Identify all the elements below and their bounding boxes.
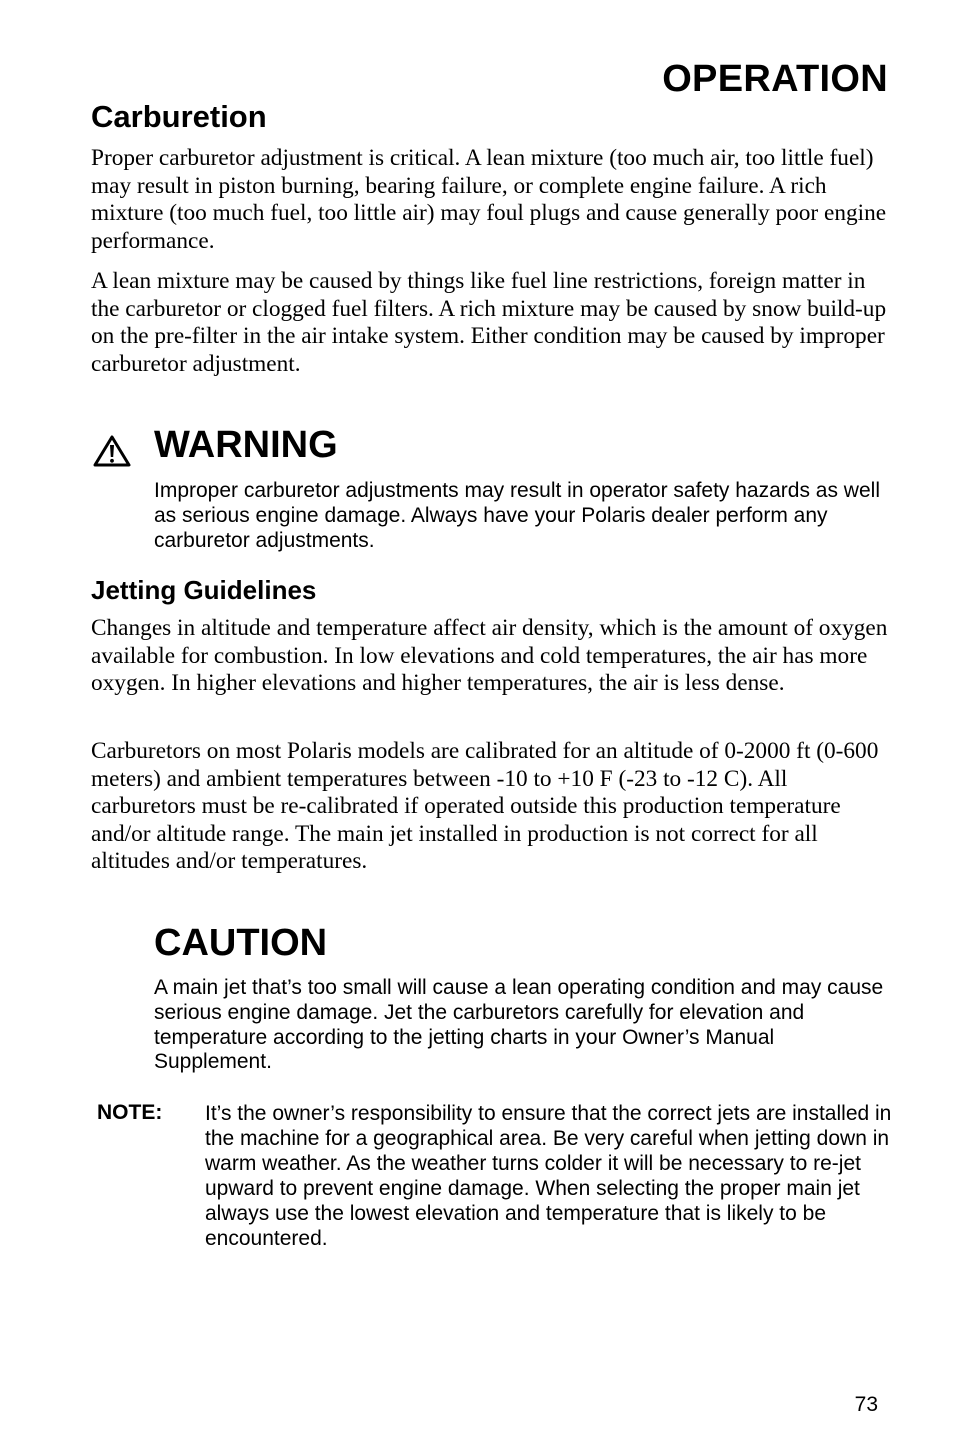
jetting-guidelines-heading: Jetting Guidelines	[91, 575, 317, 605]
warning-text: Improper carburetor adjustments may result in operator safety hazards as well as serious engine damage. Always have your Polaris dealer perform any carburetor adjustments.	[154, 479, 880, 552]
caution-title: CAUTION	[154, 922, 328, 964]
caution-text: A main jet that’s too small will cause a lean operating condition and may cause serious engine damage. Jet the carburetors carefully for elevation and temperature according to the jetting charts in your Owner’s Manual Supplement.	[154, 976, 884, 1074]
carburetion-paragraph-2: A lean mixture may be caused by things like fuel line restrictions, foreign matter in the carburetor or clogged fuel filters. A rich mixture may be caused by snow build-up on the pre-filter in the air intake system. Either condition may be caused by improper carburetor adjustment.	[91, 268, 887, 377]
carburetion-paragraph-1: Proper carburetor adjustment is critical. A lean mixture (too much air, too little fuel) may result in piston burning, bearing failure, or complete engine failure. A rich mixture (too much fuel, too little air) may foul plugs and cause generally poor engine performance.	[91, 145, 887, 254]
section-title: OPERATION	[662, 58, 888, 100]
carburetion-heading: Carburetion	[91, 99, 267, 134]
jetting-paragraph-2: Carburetors on most Polaris models are calibrated for an altitude of 0-2000 ft (0-600 meters) and ambient temperatures between -10 to +10 F (-23 to -12 C). All carburetors must be re-calibrated if operated outside this production temperature and/or altitude range. The main jet installed in production is not correct for all altitudes and/or temperatures.	[91, 738, 879, 874]
warning-triangle-icon	[93, 435, 131, 467]
warning-title: WARNING	[154, 424, 338, 466]
page-number: 73	[854, 1393, 878, 1416]
note-label: NOTE:	[97, 1101, 163, 1124]
jetting-paragraph-1: Changes in altitude and temperature affect air density, which is the amount of oxygen available for combustion. In low elevations and cold temperatures, the air has more oxygen. In higher elevations and higher temperatures, the air is less dense.	[91, 615, 888, 696]
note-text: It’s the owner’s responsibility to ensure that the correct jets are installed in the machine for a geographical area. Be very careful when jetting down in warm weather. As the weather turns colder it will be necessary to re-jet upward to prevent engine damage. When selecting the proper main jet always use the lowest elevation and temperature that is likely to be encountered.	[205, 1102, 892, 1250]
